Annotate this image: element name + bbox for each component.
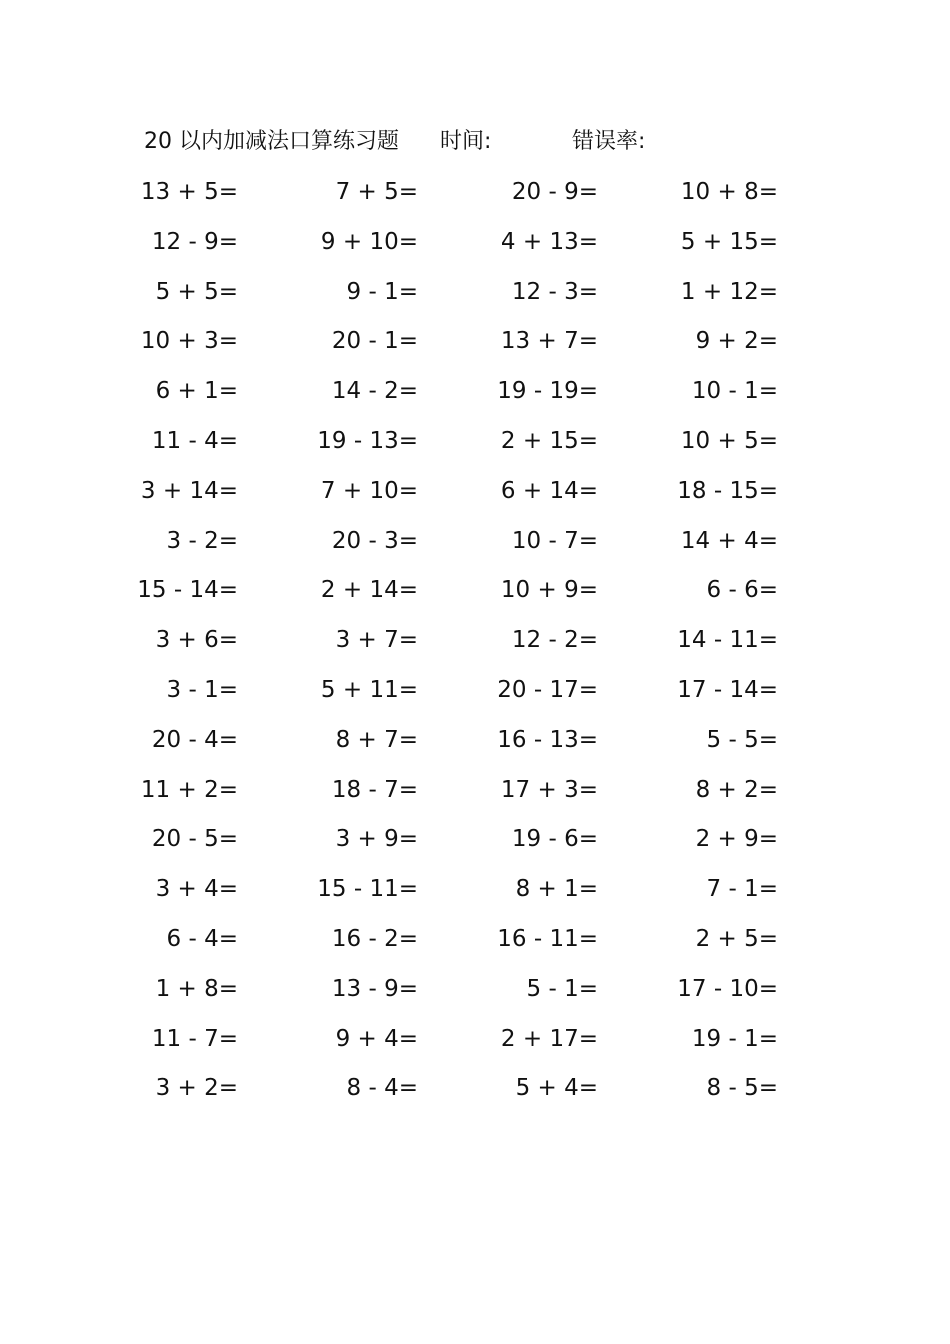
arithmetic-problem: 19 - 6= xyxy=(511,826,598,853)
arithmetic-problem: 12 - 3= xyxy=(511,278,598,305)
arithmetic-problem: 15 - 14= xyxy=(137,577,238,604)
arithmetic-problem: 10 - 7= xyxy=(511,527,598,554)
arithmetic-problem: 9 + 10= xyxy=(320,228,418,255)
arithmetic-problem: 5 - 1= xyxy=(526,975,598,1002)
problem-row xyxy=(0,568,950,618)
arithmetic-problem: 10 + 9= xyxy=(500,577,598,604)
arithmetic-problem: 2 + 15= xyxy=(500,427,598,454)
arithmetic-problem: 10 + 5= xyxy=(680,427,778,454)
arithmetic-problem: 14 - 2= xyxy=(331,378,418,405)
problem-row xyxy=(0,1066,950,1116)
arithmetic-problem: 18 - 7= xyxy=(331,776,418,803)
arithmetic-problem: 6 + 1= xyxy=(155,378,238,405)
arithmetic-problem: 9 + 4= xyxy=(335,1025,418,1052)
problem-row xyxy=(0,768,950,818)
problem-row xyxy=(0,967,950,1017)
arithmetic-problem: 3 + 6= xyxy=(155,627,238,654)
arithmetic-problem: 18 - 15= xyxy=(677,477,778,504)
arithmetic-problem: 6 + 14= xyxy=(500,477,598,504)
arithmetic-problem: 3 + 2= xyxy=(155,1075,238,1102)
arithmetic-problem: 10 + 3= xyxy=(140,328,238,355)
problem-row xyxy=(0,419,950,469)
arithmetic-problem: 3 - 1= xyxy=(166,676,238,703)
arithmetic-problem: 8 - 4= xyxy=(346,1075,418,1102)
arithmetic-problem: 14 - 11= xyxy=(677,627,778,654)
arithmetic-problem: 12 - 9= xyxy=(151,228,238,255)
arithmetic-problem: 16 - 13= xyxy=(497,726,598,753)
problem-row xyxy=(0,170,950,220)
arithmetic-problem: 3 + 7= xyxy=(335,627,418,654)
arithmetic-problem: 12 - 2= xyxy=(511,627,598,654)
arithmetic-problem: 7 - 1= xyxy=(706,876,778,903)
arithmetic-problem: 10 + 8= xyxy=(680,179,778,205)
arithmetic-problem: 7 + 10= xyxy=(320,477,418,504)
arithmetic-problem: 6 - 4= xyxy=(166,925,238,952)
arithmetic-problem: 2 + 14= xyxy=(320,577,418,604)
arithmetic-problem: 14 + 4= xyxy=(680,527,778,554)
worksheet-title: 20 以内加减法口算练习题 xyxy=(144,129,399,154)
arithmetic-problem: 15 - 11= xyxy=(317,876,418,903)
worksheet-header xyxy=(144,125,824,159)
arithmetic-problem: 16 - 2= xyxy=(331,925,418,952)
problem-grid xyxy=(0,170,950,1116)
problem-row xyxy=(0,718,950,768)
problem-row xyxy=(0,668,950,718)
arithmetic-problem: 1 + 12= xyxy=(680,278,778,305)
time-label: 时间: xyxy=(440,129,492,154)
arithmetic-problem: 8 - 5= xyxy=(706,1075,778,1102)
problem-row xyxy=(0,917,950,967)
arithmetic-problem: 5 + 15= xyxy=(680,228,778,255)
arithmetic-problem: 11 + 2= xyxy=(140,776,238,803)
problem-row xyxy=(0,220,950,270)
error-rate-label: 错误率: xyxy=(572,129,646,154)
problem-row xyxy=(0,369,950,419)
arithmetic-problem: 3 + 14= xyxy=(140,477,238,504)
arithmetic-problem: 20 - 3= xyxy=(331,527,418,554)
arithmetic-problem: 20 - 9= xyxy=(511,179,598,205)
arithmetic-problem: 17 - 10= xyxy=(677,975,778,1002)
arithmetic-problem: 13 + 5= xyxy=(140,179,238,205)
arithmetic-problem: 3 - 2= xyxy=(166,527,238,554)
arithmetic-problem: 19 - 19= xyxy=(497,378,598,405)
arithmetic-problem: 9 + 2= xyxy=(695,328,778,355)
problem-row xyxy=(0,270,950,320)
arithmetic-problem: 2 + 5= xyxy=(695,925,778,952)
arithmetic-problem: 5 + 4= xyxy=(515,1075,598,1102)
arithmetic-problem: 4 + 13= xyxy=(500,228,598,255)
arithmetic-problem: 5 - 5= xyxy=(706,726,778,753)
arithmetic-problem: 7 + 5= xyxy=(335,179,418,205)
arithmetic-problem: 8 + 1= xyxy=(515,876,598,903)
problem-row xyxy=(0,469,950,519)
arithmetic-problem: 8 + 2= xyxy=(695,776,778,803)
arithmetic-problem: 20 - 5= xyxy=(151,826,238,853)
arithmetic-problem: 13 + 7= xyxy=(500,328,598,355)
problem-row xyxy=(0,618,950,668)
problem-row xyxy=(0,867,950,917)
arithmetic-problem: 6 - 6= xyxy=(706,577,778,604)
arithmetic-problem: 9 - 1= xyxy=(346,278,418,305)
problem-row xyxy=(0,519,950,569)
problem-row xyxy=(0,319,950,369)
arithmetic-problem: 11 - 4= xyxy=(151,427,238,454)
arithmetic-problem: 5 + 11= xyxy=(320,676,418,703)
arithmetic-problem: 19 - 13= xyxy=(317,427,418,454)
arithmetic-problem: 2 + 9= xyxy=(695,826,778,853)
arithmetic-problem: 8 + 7= xyxy=(335,726,418,753)
arithmetic-problem: 10 - 1= xyxy=(691,378,778,405)
arithmetic-problem: 17 - 14= xyxy=(677,676,778,703)
arithmetic-problem: 20 - 4= xyxy=(151,726,238,753)
arithmetic-problem: 20 - 1= xyxy=(331,328,418,355)
arithmetic-problem: 20 - 17= xyxy=(497,676,598,703)
arithmetic-problem: 17 + 3= xyxy=(500,776,598,803)
problem-row xyxy=(0,817,950,867)
arithmetic-problem: 11 - 7= xyxy=(151,1025,238,1052)
arithmetic-problem: 3 + 4= xyxy=(155,876,238,903)
arithmetic-problem: 16 - 11= xyxy=(497,925,598,952)
arithmetic-problem: 19 - 1= xyxy=(691,1025,778,1052)
arithmetic-problem: 2 + 17= xyxy=(500,1025,598,1052)
problem-row xyxy=(0,1017,950,1067)
arithmetic-problem: 5 + 5= xyxy=(155,278,238,305)
arithmetic-problem: 1 + 8= xyxy=(155,975,238,1002)
arithmetic-problem: 13 - 9= xyxy=(331,975,418,1002)
arithmetic-problem: 3 + 9= xyxy=(335,826,418,853)
